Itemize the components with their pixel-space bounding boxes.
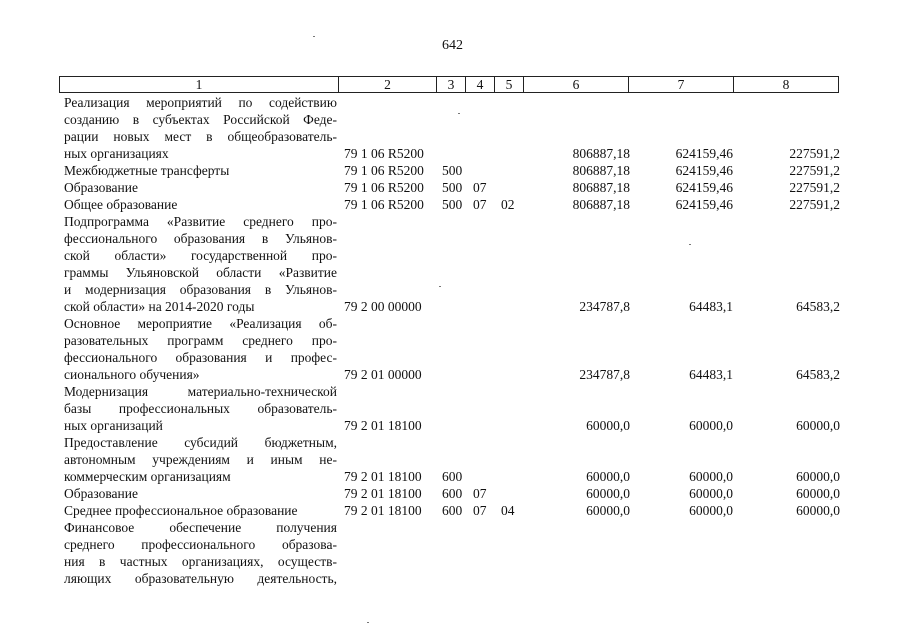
- row-expense-type: 600: [442, 486, 463, 501]
- row-value-col8: 227591,2: [789, 163, 840, 178]
- table-row: [0, 315, 905, 332]
- row-name: граммы Ульяновской области «Развитие: [64, 265, 337, 280]
- row-value-col8: 60000,0: [796, 486, 840, 501]
- row-value-col7: 624159,46: [675, 146, 733, 161]
- row-name: Образование: [64, 180, 138, 195]
- row-name: Общее образование: [64, 197, 178, 212]
- row-name: фессионального образования в Ульянов-: [64, 231, 337, 246]
- table-row: [0, 162, 905, 179]
- row-target-code: 79 1 06 R5200: [344, 146, 424, 161]
- row-value-col6: 806887,18: [572, 197, 630, 212]
- column-header-8: 8: [734, 77, 839, 93]
- row-value-col6: 60000,0: [586, 503, 630, 518]
- table-row: [0, 400, 905, 417]
- row-target-code: 79 1 06 R5200: [344, 197, 424, 212]
- row-value-col8: 60000,0: [796, 503, 840, 518]
- row-value-col7: 64483,1: [689, 367, 733, 382]
- row-value-col8: 227591,2: [789, 197, 840, 212]
- table-row: [0, 383, 905, 400]
- table-row: [0, 94, 905, 111]
- scan-speck: [313, 36, 315, 37]
- row-name: разовательных программ среднего про-: [64, 333, 337, 348]
- row-name: Основное мероприятие «Реализация об-: [64, 316, 337, 331]
- row-value-col6: 234787,8: [579, 367, 630, 382]
- row-value-col6: 806887,18: [572, 146, 630, 161]
- row-section: 07: [473, 180, 487, 195]
- row-name: базы профессиональных образователь-: [64, 401, 337, 416]
- table-row: [0, 434, 905, 451]
- row-name: Предоставление субсидий бюджетным,: [64, 435, 337, 450]
- column-header-7: 7: [629, 77, 734, 93]
- row-section: 07: [473, 503, 487, 518]
- row-name: ской области» на 2014-2020 годы: [64, 299, 255, 314]
- row-name: рации новых мест в общеобразователь-: [64, 129, 337, 144]
- table-row: [0, 247, 905, 264]
- table-row: [0, 536, 905, 553]
- table-row: [0, 264, 905, 281]
- table-row: [0, 519, 905, 536]
- row-name: и модернизация образования в Ульянов-: [64, 282, 337, 297]
- row-name: ляющих образовательную деятельность,: [64, 571, 337, 586]
- row-value-col6: 234787,8: [579, 299, 630, 314]
- row-value-col7: 624159,46: [675, 163, 733, 178]
- row-value-col7: 64483,1: [689, 299, 733, 314]
- row-target-code: 79 2 01 18100: [344, 486, 422, 501]
- row-name: Реализация мероприятий по содействию: [64, 95, 337, 110]
- column-header-1: 1: [60, 77, 339, 93]
- row-value-col7: 60000,0: [689, 503, 733, 518]
- budget-table-body: [0, 94, 905, 587]
- row-value-col8: 227591,2: [789, 146, 840, 161]
- row-value-col7: 60000,0: [689, 418, 733, 433]
- row-target-code: 79 2 01 18100: [344, 418, 422, 433]
- column-header-2: 2: [339, 77, 437, 93]
- table-row: [0, 128, 905, 145]
- table-row: [0, 553, 905, 570]
- row-value-col6: 60000,0: [586, 469, 630, 484]
- row-name: Финансовое обеспечение получения: [64, 520, 337, 535]
- table-row: [0, 502, 905, 519]
- row-section: 07: [473, 486, 487, 501]
- table-row: [0, 485, 905, 502]
- row-expense-type: 500: [442, 163, 463, 178]
- row-value-col7: 624159,46: [675, 180, 733, 195]
- row-expense-type: 600: [442, 503, 463, 518]
- row-name: среднего профессионального образова-: [64, 537, 337, 552]
- row-target-code: 79 2 01 18100: [344, 469, 422, 484]
- column-header-5: 5: [495, 77, 524, 93]
- table-row: [0, 349, 905, 366]
- row-value-col8: 227591,2: [789, 180, 840, 195]
- column-header-6: 6: [524, 77, 629, 93]
- table-row: [0, 451, 905, 468]
- row-expense-type: 500: [442, 197, 463, 212]
- scan-speck: [689, 244, 691, 245]
- row-name: Модернизация материально-технической: [64, 384, 337, 399]
- row-expense-type: 600: [442, 469, 463, 484]
- row-value-col6: 806887,18: [572, 163, 630, 178]
- table-row: [0, 196, 905, 213]
- row-target-code: 79 2 01 00000: [344, 367, 422, 382]
- column-number-header: [59, 76, 839, 93]
- row-value-col6: 60000,0: [586, 418, 630, 433]
- row-name: сионального обучения»: [64, 367, 200, 382]
- row-name: ных организациях: [64, 146, 169, 161]
- row-subsection: 02: [501, 197, 515, 212]
- column-header-3: 3: [437, 77, 466, 93]
- row-value-col8: 64583,2: [796, 367, 840, 382]
- row-value-col6: 806887,18: [572, 180, 630, 195]
- row-name: ской области» государственной про-: [64, 248, 337, 263]
- row-target-code: 79 2 01 18100: [344, 503, 422, 518]
- column-header-4: 4: [466, 77, 495, 93]
- table-row: [0, 213, 905, 230]
- row-value-col8: 60000,0: [796, 418, 840, 433]
- table-row: [0, 230, 905, 247]
- row-value-col8: 60000,0: [796, 469, 840, 484]
- row-section: 07: [473, 197, 487, 212]
- row-name: Среднее профессиональное образование: [64, 503, 298, 518]
- scan-speck: [367, 622, 369, 623]
- scan-speck: [439, 286, 441, 287]
- row-name: ния в частных организациях, осуществ-: [64, 554, 337, 569]
- table-row: [0, 179, 905, 196]
- table-row: [0, 111, 905, 128]
- row-subsection: 04: [501, 503, 515, 518]
- row-value-col6: 60000,0: [586, 486, 630, 501]
- row-expense-type: 500: [442, 180, 463, 195]
- row-name: фессионального образования и профес-: [64, 350, 337, 365]
- table-row: [0, 281, 905, 298]
- table-row: [0, 366, 905, 383]
- row-target-code: 79 1 06 R5200: [344, 180, 424, 195]
- row-name: коммерческим организациям: [64, 469, 231, 484]
- table-row: [0, 570, 905, 587]
- row-name: ных организаций: [64, 418, 163, 433]
- row-target-code: 79 1 06 R5200: [344, 163, 424, 178]
- row-name: Образование: [64, 486, 138, 501]
- table-row: [0, 468, 905, 485]
- row-value-col8: 64583,2: [796, 299, 840, 314]
- table-row: [0, 417, 905, 434]
- row-value-col7: 60000,0: [689, 486, 733, 501]
- scan-speck: [458, 113, 460, 114]
- row-value-col7: 60000,0: [689, 469, 733, 484]
- row-value-col7: 624159,46: [675, 197, 733, 212]
- row-name: Межбюджетные трансферты: [64, 163, 230, 178]
- table-row: [0, 332, 905, 349]
- row-name: автономным учреждениям и иным не-: [64, 452, 337, 467]
- table-row: [0, 145, 905, 162]
- row-name: созданию в субъектах Российской Феде-: [64, 112, 337, 127]
- row-name: Подпрограмма «Развитие среднего про-: [64, 214, 337, 229]
- row-target-code: 79 2 00 00000: [344, 299, 422, 314]
- page-number: 642: [442, 38, 463, 53]
- table-row: [0, 298, 905, 315]
